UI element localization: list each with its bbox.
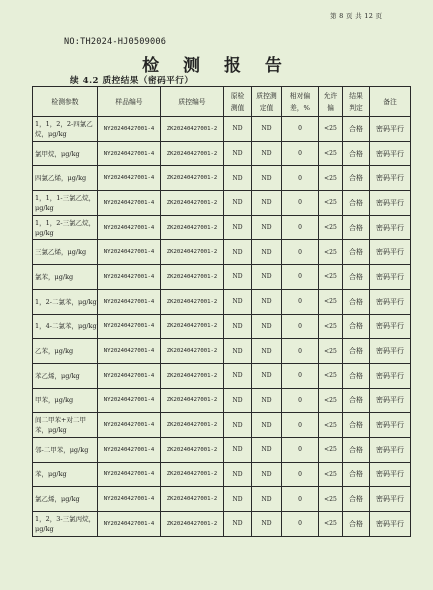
table-row (33, 388, 411, 413)
qc-value-cell: ND (252, 215, 282, 240)
sample-id-cell: NY20240427001-4 (98, 512, 161, 537)
table-row (33, 191, 411, 216)
relative-deviation-cell: 0 (282, 437, 319, 462)
sample-id-cell: NY20240427001-4 (98, 363, 161, 388)
original-value-cell: ND (224, 265, 252, 290)
original-value-cell: ND (224, 339, 252, 364)
original-value-cell: ND (224, 289, 252, 314)
remark-cell: 密码平行 (370, 166, 411, 191)
qc-id-cell: ZK20240427001-2 (161, 166, 224, 191)
table-row (33, 117, 411, 142)
relative-deviation-cell: 0 (282, 314, 319, 339)
qc-id-cell: ZK20240427001-2 (161, 339, 224, 364)
param-cell: 1，2，3-三氯丙烷，μg/kg (33, 512, 98, 537)
table-row (33, 413, 411, 438)
remark-cell: 密码平行 (370, 512, 411, 537)
qc-id-cell: ZK20240427001-2 (161, 437, 224, 462)
allowed-deviation-cell: <25 (319, 314, 343, 339)
result-cell: 合格 (343, 314, 370, 339)
allowed-deviation-cell: <25 (319, 240, 343, 265)
original-value-cell: ND (224, 314, 252, 339)
table-row (33, 487, 411, 512)
allowed-deviation-cell: <25 (319, 141, 343, 166)
allowed-deviation-cell: <25 (319, 363, 343, 388)
result-cell: 合格 (343, 265, 370, 290)
sample-id-cell: NY20240427001-4 (98, 462, 161, 487)
relative-deviation-cell: 0 (282, 388, 319, 413)
report-number: NO:TH2024-HJ0509006 (64, 37, 167, 47)
qc-value-cell: ND (252, 413, 282, 438)
allowed-deviation-cell: <25 (319, 289, 343, 314)
allowed-deviation-cell: <25 (319, 166, 343, 191)
result-cell: 合格 (343, 191, 370, 216)
sample-id-cell: NY20240427001-4 (98, 339, 161, 364)
sample-id-cell: NY20240427001-4 (98, 487, 161, 512)
qc-value-cell: ND (252, 512, 282, 537)
original-value-cell: ND (224, 413, 252, 438)
table-row (33, 289, 411, 314)
param-cell: 苯乙烯，μg/kg (33, 363, 98, 388)
table-row (33, 462, 411, 487)
relative-deviation-cell: 0 (282, 363, 319, 388)
result-cell: 合格 (343, 117, 370, 142)
result-cell: 合格 (343, 388, 370, 413)
relative-deviation-cell: 0 (282, 240, 319, 265)
relative-deviation-cell: 0 (282, 141, 319, 166)
header-param: 检测参数 (33, 87, 98, 117)
remark-cell: 密码平行 (370, 413, 411, 438)
allowed-deviation-cell: <25 (319, 437, 343, 462)
relative-deviation-cell: 0 (282, 413, 319, 438)
qc-value-cell: ND (252, 437, 282, 462)
table-row (33, 437, 411, 462)
qc-value-cell: ND (252, 314, 282, 339)
result-cell: 合格 (343, 512, 370, 537)
result-cell: 合格 (343, 363, 370, 388)
remark-cell: 密码平行 (370, 240, 411, 265)
sample-id-cell: NY20240427001-4 (98, 413, 161, 438)
param-cell: 氯甲烷，μg/kg (33, 141, 98, 166)
qc-id-cell: ZK20240427001-2 (161, 141, 224, 166)
relative-deviation-cell: 0 (282, 166, 319, 191)
result-cell: 合格 (343, 413, 370, 438)
param-cell: 乙苯，μg/kg (33, 339, 98, 364)
qc-id-cell: ZK20240427001-2 (161, 363, 224, 388)
remark-cell: 密码平行 (370, 437, 411, 462)
sample-id-cell: NY20240427001-4 (98, 117, 161, 142)
result-cell: 合格 (343, 141, 370, 166)
header-relative-deviation: 相对偏 差，% (282, 87, 319, 117)
qc-value-cell: ND (252, 265, 282, 290)
qc-id-cell: ZK20240427001-2 (161, 512, 224, 537)
header-original-value: 原检 测值 (224, 87, 252, 117)
original-value-cell: ND (224, 240, 252, 265)
relative-deviation-cell: 0 (282, 289, 319, 314)
original-value-cell: ND (224, 462, 252, 487)
original-value-cell: ND (224, 487, 252, 512)
relative-deviation-cell: 0 (282, 487, 319, 512)
result-cell: 合格 (343, 339, 370, 364)
qc-value-cell: ND (252, 166, 282, 191)
remark-cell: 密码平行 (370, 314, 411, 339)
param-cell: 1，1，1-三氯乙烷，μg/kg (33, 191, 98, 216)
qc-value-cell: ND (252, 339, 282, 364)
allowed-deviation-cell: <25 (319, 339, 343, 364)
qc-value-cell: ND (252, 363, 282, 388)
sample-id-cell: NY20240427001-4 (98, 240, 161, 265)
original-value-cell: ND (224, 363, 252, 388)
param-cell: 邻-二甲苯，μg/kg (33, 437, 98, 462)
remark-cell: 密码平行 (370, 117, 411, 142)
header-qc-value: 质控测 定值 (252, 87, 282, 117)
table-title: 续 4.2 质控结果（密码平行） (70, 76, 194, 86)
relative-deviation-cell: 0 (282, 215, 319, 240)
relative-deviation-cell: 0 (282, 265, 319, 290)
original-value-cell: ND (224, 437, 252, 462)
allowed-deviation-cell: <25 (319, 191, 343, 216)
qc-id-cell: ZK20240427001-2 (161, 265, 224, 290)
header-remark: 备注 (370, 87, 411, 117)
param-cell: 四氯乙烯，μg/kg (33, 166, 98, 191)
qc-value-cell: ND (252, 487, 282, 512)
qc-value-cell: ND (252, 117, 282, 142)
result-cell: 合格 (343, 437, 370, 462)
original-value-cell: ND (224, 141, 252, 166)
page-number: 第 8 页 共 12 页 (330, 12, 383, 20)
relative-deviation-cell: 0 (282, 462, 319, 487)
param-cell: 间二甲苯+对二甲苯，μg/kg (33, 413, 98, 438)
sample-id-cell: NY20240427001-4 (98, 314, 161, 339)
original-value-cell: ND (224, 388, 252, 413)
qc-value-cell: ND (252, 191, 282, 216)
table-row (33, 314, 411, 339)
param-cell: 1，1，2-三氯乙烷，μg/kg (33, 215, 98, 240)
qc-value-cell: ND (252, 240, 282, 265)
table-row (33, 240, 411, 265)
table-row (33, 363, 411, 388)
qc-id-cell: ZK20240427001-2 (161, 215, 224, 240)
remark-cell: 密码平行 (370, 339, 411, 364)
param-cell: 氯乙烯，μg/kg (33, 487, 98, 512)
param-cell: 1，4-二氯苯，μg/kg (33, 314, 98, 339)
allowed-deviation-cell: <25 (319, 487, 343, 512)
qc-id-cell: ZK20240427001-2 (161, 487, 224, 512)
remark-cell: 密码平行 (370, 462, 411, 487)
qc-id-cell: ZK20240427001-2 (161, 413, 224, 438)
param-cell: 苯，μg/kg (33, 462, 98, 487)
sample-id-cell: NY20240427001-4 (98, 191, 161, 216)
allowed-deviation-cell: <25 (319, 215, 343, 240)
qc-value-cell: ND (252, 462, 282, 487)
table-row (33, 512, 411, 537)
param-cell: 1，2-二氯苯，μg/kg (33, 289, 98, 314)
remark-cell: 密码平行 (370, 487, 411, 512)
qc-results-table (32, 86, 411, 537)
qc-id-cell: ZK20240427001-2 (161, 289, 224, 314)
document-title: 检 测 报 告 (142, 56, 291, 76)
allowed-deviation-cell: <25 (319, 512, 343, 537)
allowed-deviation-cell: <25 (319, 388, 343, 413)
sample-id-cell: NY20240427001-4 (98, 141, 161, 166)
qc-id-cell: ZK20240427001-2 (161, 388, 224, 413)
qc-id-cell: ZK20240427001-2 (161, 240, 224, 265)
result-cell: 合格 (343, 240, 370, 265)
allowed-deviation-cell: <25 (319, 413, 343, 438)
sample-id-cell: NY20240427001-4 (98, 289, 161, 314)
remark-cell: 密码平行 (370, 265, 411, 290)
qc-id-cell: ZK20240427001-2 (161, 314, 224, 339)
qc-id-cell: ZK20240427001-2 (161, 462, 224, 487)
remark-cell: 密码平行 (370, 191, 411, 216)
sample-id-cell: NY20240427001-4 (98, 437, 161, 462)
allowed-deviation-cell: <25 (319, 462, 343, 487)
qc-id-cell: ZK20240427001-2 (161, 191, 224, 216)
param-cell: 氯苯，μg/kg (33, 265, 98, 290)
remark-cell: 密码平行 (370, 388, 411, 413)
table-row (33, 339, 411, 364)
allowed-deviation-cell: <25 (319, 265, 343, 290)
remark-cell: 密码平行 (370, 141, 411, 166)
relative-deviation-cell: 0 (282, 191, 319, 216)
relative-deviation-cell: 0 (282, 117, 319, 142)
result-cell: 合格 (343, 215, 370, 240)
relative-deviation-cell: 0 (282, 339, 319, 364)
table-row (33, 141, 411, 166)
original-value-cell: ND (224, 512, 252, 537)
qc-value-cell: ND (252, 388, 282, 413)
sample-id-cell: NY20240427001-4 (98, 166, 161, 191)
result-cell: 合格 (343, 487, 370, 512)
header-allowed-deviation: 允许 偏 (319, 87, 343, 117)
qc-value-cell: ND (252, 141, 282, 166)
allowed-deviation-cell: <25 (319, 117, 343, 142)
original-value-cell: ND (224, 117, 252, 142)
qc-id-cell: ZK20240427001-2 (161, 117, 224, 142)
header-result: 结果 判定 (343, 87, 370, 117)
result-cell: 合格 (343, 289, 370, 314)
relative-deviation-cell: 0 (282, 512, 319, 537)
remark-cell: 密码平行 (370, 363, 411, 388)
result-cell: 合格 (343, 462, 370, 487)
sample-id-cell: NY20240427001-4 (98, 265, 161, 290)
result-cell: 合格 (343, 166, 370, 191)
original-value-cell: ND (224, 191, 252, 216)
table-row (33, 166, 411, 191)
qc-value-cell: ND (252, 289, 282, 314)
param-cell: 1，1，2，2-四氯乙烷，μg/kg (33, 117, 98, 142)
table-row (33, 265, 411, 290)
remark-cell: 密码平行 (370, 289, 411, 314)
table-header-row (33, 87, 411, 117)
remark-cell: 密码平行 (370, 215, 411, 240)
original-value-cell: ND (224, 166, 252, 191)
param-cell: 三氯乙烯，μg/kg (33, 240, 98, 265)
sample-id-cell: NY20240427001-4 (98, 388, 161, 413)
param-cell: 甲苯，μg/kg (33, 388, 98, 413)
table-row (33, 215, 411, 240)
sample-id-cell: NY20240427001-4 (98, 215, 161, 240)
header-qc-id: 质控编号 (161, 87, 224, 117)
header-sample-id: 样品编号 (98, 87, 161, 117)
original-value-cell: ND (224, 215, 252, 240)
